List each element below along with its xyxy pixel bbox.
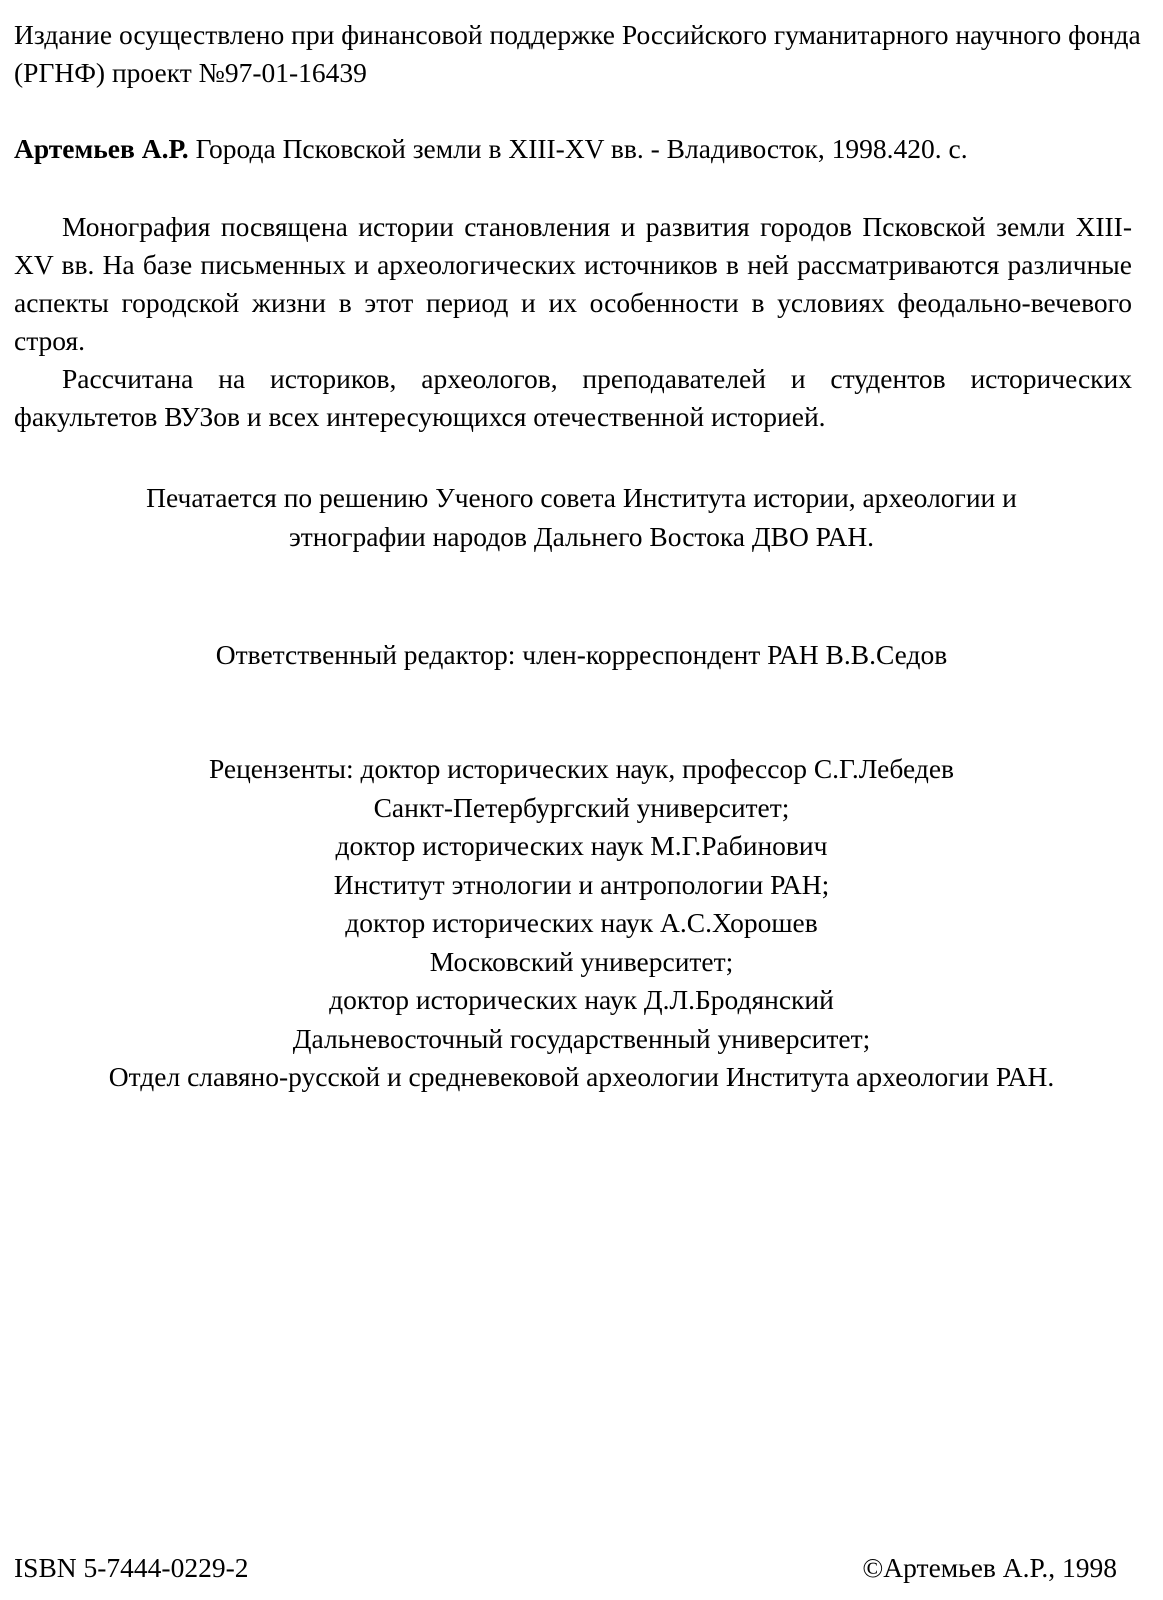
reviewer-line: Московский университет; xyxy=(429,945,734,977)
audience-paragraph: Рассчитана на историков, археологов, преподавателей и студентов исторических факультетов ВУЗов и всех интересующихся отечественной историей. xyxy=(14,363,1132,432)
approval-line: Печатается по решению Ученого совета Института истории, археологии и xyxy=(146,482,1017,513)
reviewer-line: Дальневосточный государственный университет; xyxy=(292,1022,871,1054)
bibliographic-record xyxy=(14,130,1144,168)
reviewers-block xyxy=(0,750,1163,1097)
reviewer-line: Санкт-Петербургский университет; xyxy=(373,791,790,823)
approval-note xyxy=(0,479,1163,556)
reviewer-line: Отдел славяно-русской и средневековой археологии Института археологии РАН. xyxy=(108,1061,1055,1092)
reviewer-line: Институт этнологии и антропологии РАН; xyxy=(333,868,830,900)
reviewer-line: доктор исторических наук Д.Л.Бродянский xyxy=(329,984,834,1015)
bib-author: Артемьев А.Р. xyxy=(14,133,189,164)
abstract-paragraph: Монография посвящена истории становления и развития городов Псковской земли XIII-XV вв. На базе письменных и археологических источников в ней рассматриваются различные аспекты городской жизни в этот период и их особенности в условиях феодально-вечевого строя. xyxy=(14,211,1132,356)
approval-line: этнографии народов Дальнего Востока ДВО РАН. xyxy=(288,520,875,552)
funding-note: Издание осуществлено при финансовой поддержке Российского гуманитарного научного фонда (РГНФ) проект №97-01-16439 xyxy=(14,19,1141,88)
reviewer-line: доктор исторических наук М.Г.Рабинович xyxy=(335,830,828,861)
bib-title-info: Города Псковской земли в XIII-XV вв. - Владивосток, 1998.420. с. xyxy=(188,133,968,164)
reviewer-line: Рецензенты: доктор исторических наук, профессор С.Г.Лебедев xyxy=(208,753,955,784)
reviewer-line: доктор исторических наук А.С.Хорошев xyxy=(345,907,818,938)
copyright-notice: ©Артемьев А.Р., 1998 xyxy=(862,1552,1117,1583)
responsible-editor: Ответственный редактор: член-корреспондент РАН В.В.Седов xyxy=(215,639,948,670)
isbn-number: ISBN 5-7444-0229-2 xyxy=(14,1552,249,1583)
